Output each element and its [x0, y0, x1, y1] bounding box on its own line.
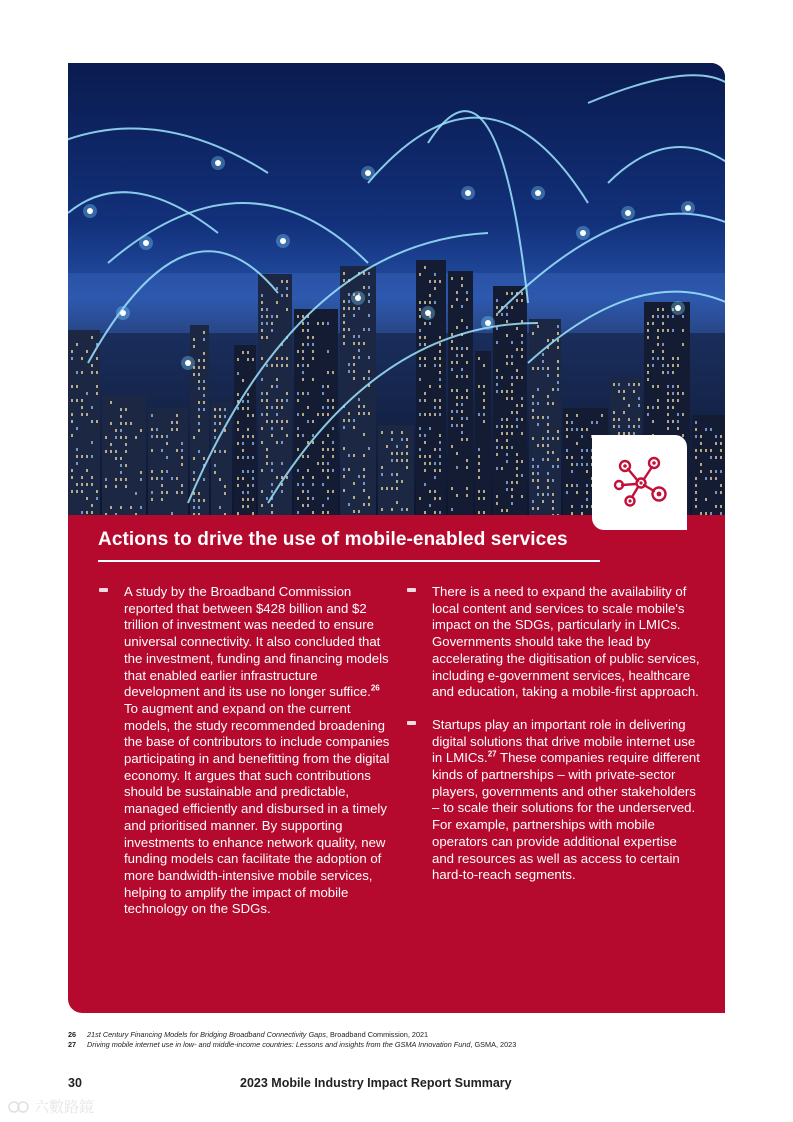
footnote-title: 21st Century Financing Models for Bridging Broadband Connectivity Gaps: [87, 1030, 326, 1039]
footnote-source: , GSMA, 2023: [470, 1040, 517, 1049]
bullet-paragraph: [432, 717, 702, 884]
left-column: [124, 584, 394, 934]
footnotes: [68, 1030, 725, 1050]
watermark-text: 六數路鏡: [34, 1099, 95, 1116]
paragraph-text: There is a need to expand the availability of local content and services to scale mobile's impact on the SDGs, particularly in LMICs. Governments should take the lead by accelerating the digitisation of public services, including e-government services, healthcare and education, taking a mobile-first approach.: [432, 584, 700, 700]
footnote-source: , Broadband Commission, 2021: [325, 1030, 429, 1039]
bullet-dash-icon: [99, 588, 108, 592]
footnote-ref: 27: [487, 749, 497, 759]
paragraph-text-cont: To augment and expand on the current models, the study recommended broadening the base of contributors to include companies participating in and benefitting from the digital economy. It argues that such contributions should be sustainable and predictable, managed efficiently and disbursed in a timely and prioritised manner. By supporting investments to enhance network quality, new funding models can facilitate the adoption of more bandwidth-intensive mobile services, helping to amplify the impact of mobile technology on the SDGs.: [124, 700, 390, 917]
network-nodes-icon: [608, 451, 672, 515]
section-title: Actions to drive the use of mobile-enabled services: [98, 529, 568, 550]
paragraph-text: A study by the Broadband Commission reported that between $428 billion and $2 trillion of investment was needed to ensure universal connectivity. It also concluded that the investment, funding and financing models that enabled earlier infrastructure development and its use no longer suffice.: [124, 584, 389, 700]
watermark-logo-icon: [8, 1100, 30, 1114]
paragraph-text-cont: These companies require different kinds of partnerships – with private-sector players, governments and other stakeholders – to scale their solutions for the underserved. For example, partnerships with mobile operators can provide additional expertise and resources as well as access to certain hard-to-reach segments.: [432, 750, 700, 883]
report-title: 2023 Mobile Industry Impact Report Summary: [240, 1076, 512, 1090]
bullet-paragraph: [124, 584, 394, 918]
title-underline: [98, 560, 600, 562]
footnote-number: 27: [68, 1040, 77, 1049]
paragraph-text: Startups play an important role in delivering digital solutions that drive mobile internet use in LMICs.: [432, 716, 696, 766]
footnote-title: Driving mobile internet use in low- and middle-income countries: Lessons and insights from the GSMA Innovation Fund: [87, 1040, 471, 1049]
right-column: [432, 584, 702, 900]
footnote-number: 26: [68, 1030, 77, 1039]
footnote-ref: 26: [370, 683, 380, 693]
page-number: 30: [68, 1076, 82, 1090]
footnote: [68, 1030, 725, 1040]
watermark: [8, 1096, 94, 1117]
bullet-paragraph: [432, 584, 702, 701]
bullet-dash-icon: [407, 721, 416, 725]
section-icon-box: [592, 435, 687, 530]
bullet-dash-icon: [407, 588, 416, 592]
footnote: [68, 1040, 725, 1050]
